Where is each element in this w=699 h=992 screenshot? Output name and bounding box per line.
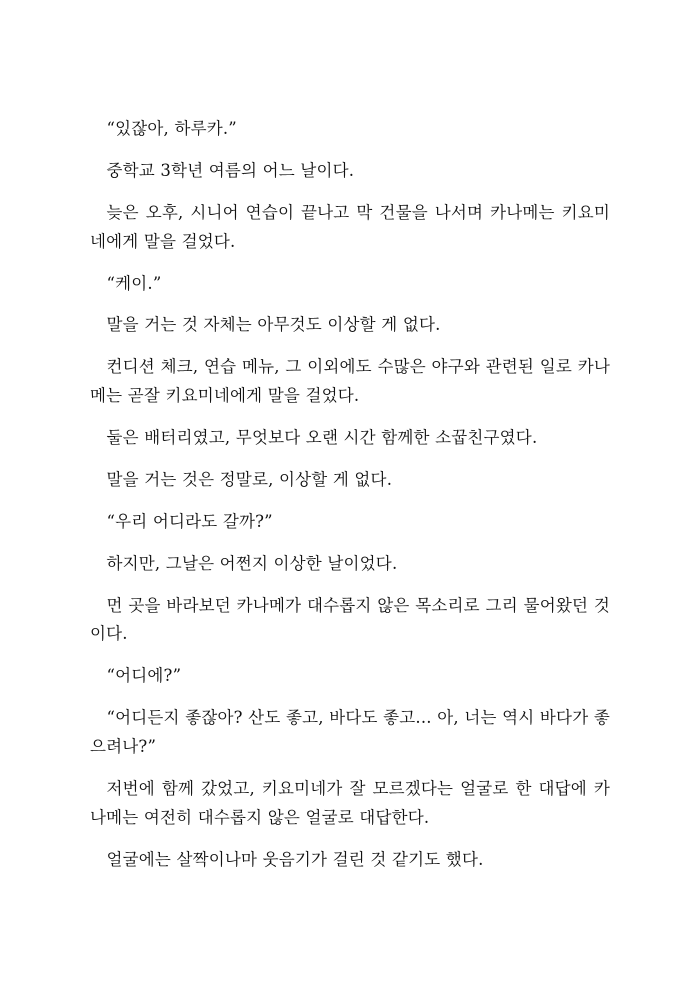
paragraph: 말을 거는 것 자체는 아무것도 이상할 게 없다. <box>106 315 441 335</box>
paragraph: “우리 어디라도 갈까?” <box>106 511 273 531</box>
paragraph: 하지만, 그날은 어쩐지 이상한 날이었다. <box>106 553 398 573</box>
paragraph: 말을 거는 것은 정말로, 이상할 게 없다. <box>106 469 393 489</box>
story-text <box>90 115 610 888</box>
paragraph: “어디든지 좋잖아? 산도 좋고, 바다도 좋고... 아, 너는 역시 바다가 좋으려나?” <box>90 708 610 756</box>
paragraph: “있잖아, 하루카.” <box>106 119 237 138</box>
paragraph: 둘은 배터리였고, 무엇보다 오랜 시간 함께한 소꿉친구였다. <box>106 428 538 447</box>
paragraph: “어디에?” <box>106 666 182 686</box>
paragraph: “케이.” <box>106 273 162 293</box>
paragraph: 먼 곳을 바라보던 카나메가 대수롭지 않은 목소리로 그리 물어왔던 것이다. <box>90 595 610 644</box>
paragraph: 컨디션 체크, 연습 메뉴, 그 이외에도 수많은 야구와 관련된 일로 카나메는 곧잘 키요미네에게 말을 걸었다. <box>90 357 610 406</box>
paragraph: 중학교 3학년 여름의 어느 날이다. <box>106 160 355 180</box>
paragraph: 늦은 오후, 시니어 연습이 끝나고 막 건물을 나서며 카나메는 키요미네에게 말을 걸었다. <box>90 202 610 251</box>
paragraph: 저번에 함께 갔었고, 키요미네가 잘 모르겠다는 얼굴로 한 대답에 카나메는 여전히 대수롭지 않은 얼굴로 대답한다. <box>90 778 610 827</box>
paragraph: 얼굴에는 살짝이나마 웃음기가 걸린 것 같기도 했다. <box>106 849 484 869</box>
